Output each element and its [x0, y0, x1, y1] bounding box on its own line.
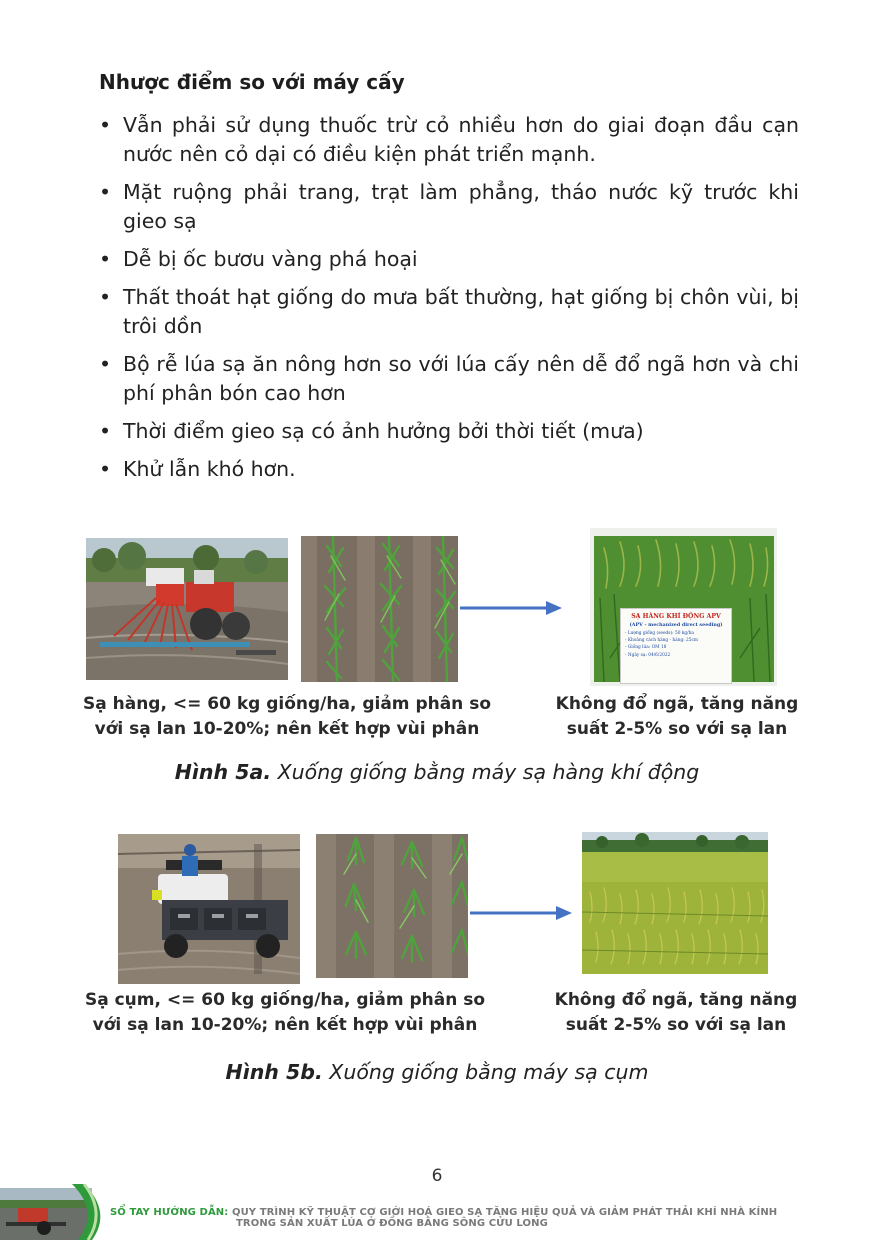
mature-rice-sign-photo	[590, 528, 777, 686]
arrow-right-icon	[460, 600, 564, 616]
list-item: • Khử lẫn khó hơn.	[99, 455, 799, 484]
sign-line: - Giống lúa: OM 18	[625, 645, 667, 651]
figure-b-left-caption: Sạ cụm, <= 60 kg giống/ha, giảm phân so với sạ lan 10-20%; nên kết hợp vùi phân	[84, 990, 486, 1035]
list-item: • Mặt ruộng phải trang, trạt làm phẳng, tháo nước kỹ trước khi gieo sạ	[99, 180, 799, 233]
sign-subtitle: (APV - mechanized direct seeding)	[629, 622, 723, 628]
figure-b-caption	[0, 1060, 874, 1084]
footer-line2: TRONG SẢN XUẤT LÚA Ở ĐỒNG BẰNG SÔNG CỬU LONG	[236, 1218, 548, 1229]
list-item: • Bộ rễ lúa sạ ăn nông hơn so với lúa cấy nên dễ đổ ngã hơn và chi phí phân bón cao hơn	[99, 352, 799, 405]
arrow-right-icon	[470, 905, 574, 921]
figure-label: Hình 5b.	[225, 1060, 323, 1084]
figure-title: Xuống giống bằng máy sạ hàng khí động	[271, 760, 700, 784]
bullet-icon: •	[99, 180, 112, 204]
sign-line: - Khoảng cách hàng - hàng: 25cm	[625, 638, 698, 644]
list-item: • Vẫn phải sử dụng thuốc trừ cỏ nhiều hơn do giai đoạn đầu cạn nước nên cỏ dại có điều kiện phát triển mạnh.	[99, 113, 799, 166]
footer-line1: QUY TRÌNH KỸ THUẬT CƠ GIỚI HOÁ GIEO SẠ TĂNG HIỆU QUẢ VÀ GIẢM PHÁT THẢI KHÍ NHÀ KÍNH	[231, 1207, 778, 1218]
sign-line: - Ngày sạ: 04/6/2022	[625, 652, 671, 658]
air-seeder-photo	[86, 538, 288, 680]
figure-label: Hình 5a.	[174, 760, 272, 784]
figure-a-left-caption: Sạ hàng, <= 60 kg giống/ha, giảm phân so với sạ lan 10-20%; nên kết hợp vùi phân	[83, 694, 491, 739]
sign-title: SẠ HÀNG KHÍ ĐỘNG APV	[631, 613, 721, 620]
figure-a-caption	[0, 760, 874, 784]
field-sign	[620, 608, 732, 684]
list-item: • Thời điểm gieo sạ có ảnh hưởng bởi thời tiết (mưa)	[99, 417, 799, 446]
bullet-icon: •	[99, 285, 112, 309]
bullet-icon: •	[99, 457, 112, 481]
footer-text	[110, 1207, 850, 1229]
section-heading: Nhược điểm so với máy cấy	[99, 70, 405, 94]
sign-line: - Lượng giống (seeds): 50 kg/ha	[625, 631, 694, 636]
bullet-icon: •	[99, 247, 112, 271]
bullet-icon: •	[99, 113, 112, 137]
drawback-list	[99, 111, 799, 493]
seedling-clusters-photo	[316, 834, 468, 978]
mature-rice-field-photo	[582, 832, 768, 974]
list-item: • Thất thoát hạt giống do mưa bất thường, hạt giống bị chôn vùi, bị trôi dồn	[99, 285, 799, 338]
page-number: 6	[431, 1166, 443, 1186]
figure-b-right-caption: Không đổ ngã, tăng năng suất 2-5% so với sạ lan	[554, 990, 798, 1035]
figure-a-right-caption: Không đổ ngã, tăng năng suất 2-5% so với sạ lan	[555, 694, 799, 739]
seedling-rows-photo	[301, 536, 458, 682]
footer-label: SỔ TAY HƯỚNG DẪN:	[110, 1207, 229, 1218]
bullet-icon: •	[99, 419, 112, 443]
cluster-seeder-photo	[118, 834, 300, 984]
bullet-icon: •	[99, 352, 112, 376]
list-item: • Dễ bị ốc bươu vàng phá hoại	[99, 245, 799, 274]
figure-title: Xuống giống bằng máy sạ cụm	[322, 1060, 649, 1084]
